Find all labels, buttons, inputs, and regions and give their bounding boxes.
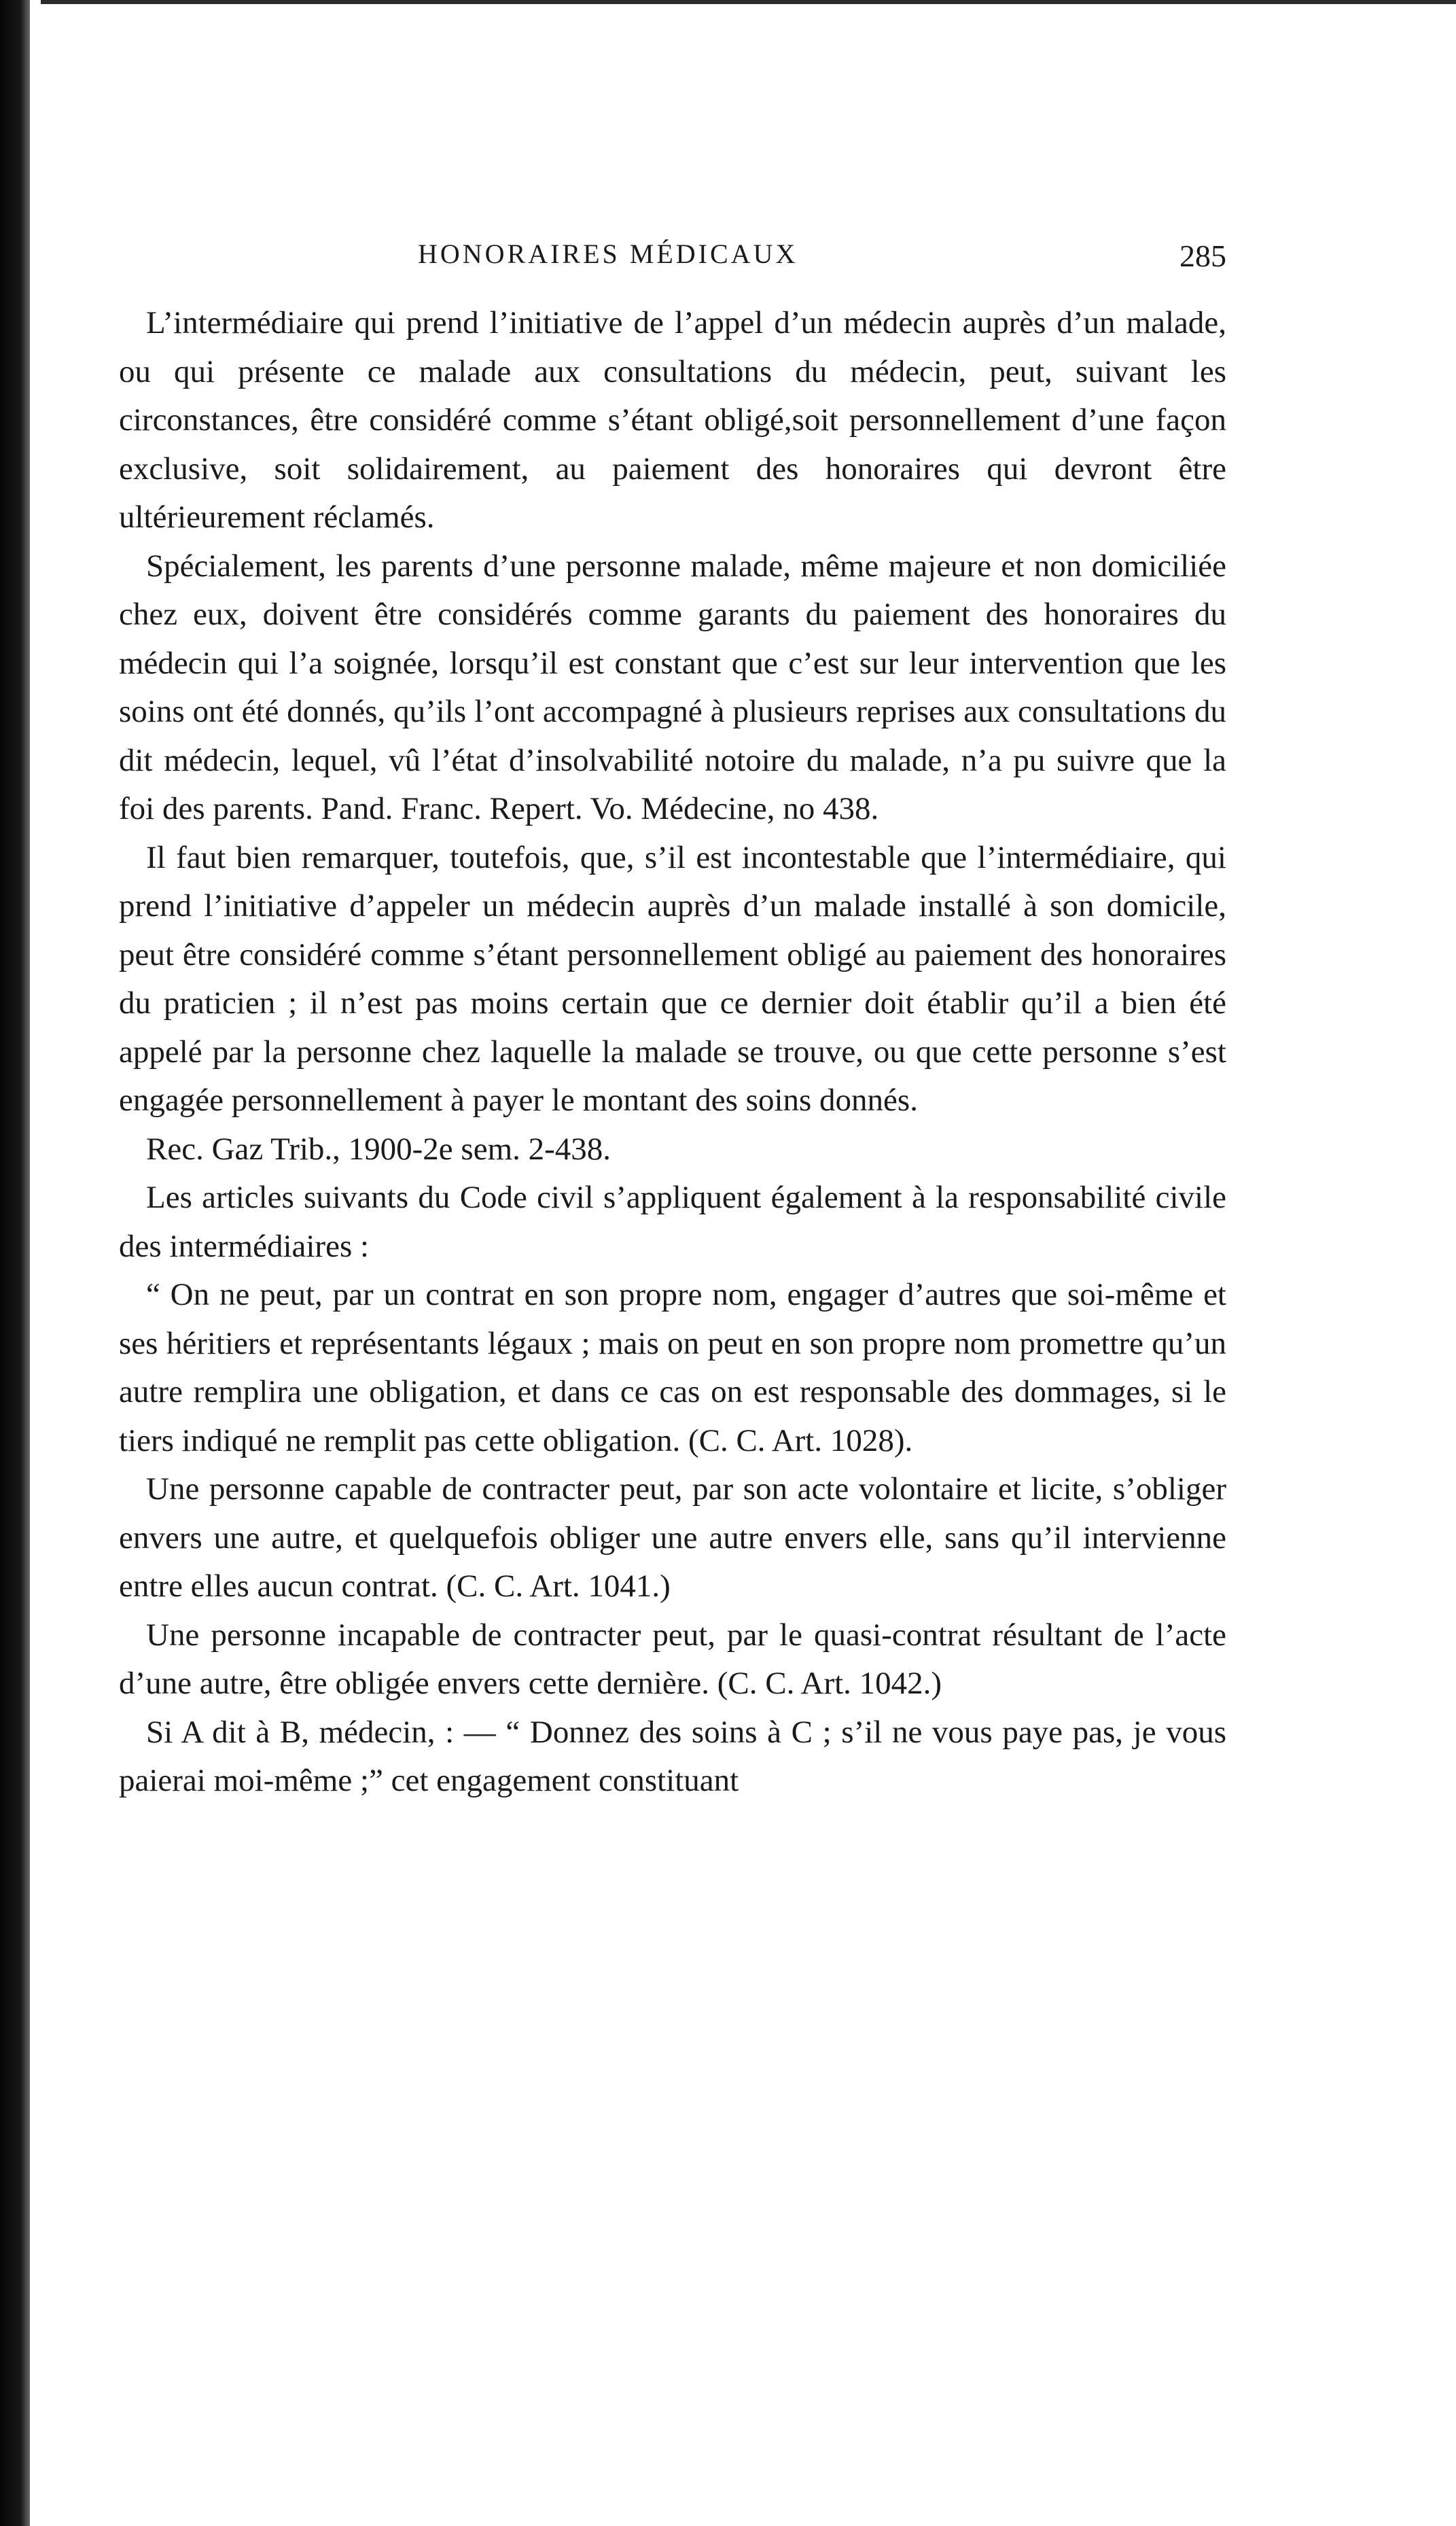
- page-number: 285: [1179, 239, 1226, 273]
- paragraph-specialement: Spécialement, les parents d’une personne malade, même majeure et non domiciliée chez eux, doivent être considérés comme garants du paiement des honoraires du médecin qui l’a soignée, lorsqu’il est constant que c’est sur leur intervention que les soins ont été donnés, qu’ils l’ont accompagné à plusieurs reprises aux consultations du dit médecin, lequel, vû l’état d’insolvabilité notoire du malade, n’a pu suivre que la foi des parents. Pand. Franc. Repert. Vo. Médecine, no 438.: [119, 548, 1226, 826]
- paragraph-art-1028: “ On ne peut, par un contrat en son propre nom, engager d’autres que soi-même et ses héritiers et représentants légaux ; mais on peut en son propre nom promettre qu’un autre remplira une obligation, et dans ce cas on est responsable des dommages, si le tiers indiqué ne remplit pas cette obligation. (C. C. Art. 1028).: [119, 1277, 1226, 1458]
- book-page: [119, 238, 1226, 1806]
- scan-edge-left: [0, 0, 30, 2526]
- page-header: [119, 238, 1226, 279]
- paragraph-art-1042: Une personne incapable de contracter peut, par le quasi-contrat résultant de l’acte d’une autre, être obligée envers cette dernière. (C. C. Art. 1042.): [119, 1617, 1226, 1701]
- body-text: [119, 299, 1226, 1806]
- paragraph-articles-code-civil: Les articles suivants du Code civil s’appliquent également à la responsabilité civile des intermédiaires :: [119, 1180, 1226, 1264]
- running-title: HONORAIRES MÉDICAUX: [418, 239, 798, 269]
- paragraph-intermediaire: L’intermédiaire qui prend l’initiative de l’appel d’un médecin auprès d’un malade, ou qui présente ce malade aux consultations du médecin, peut, suivant les circonstances, être considéré comme s’étant obligé,soit personnellement d’une façon exclusive, soit solidairement, au paiement des honoraires qui devront être ultérieurement réclamés.: [119, 305, 1226, 535]
- paragraph-il-faut: Il faut bien remarquer, toutefois, que, s’il est incontestable que l’intermédiaire, qui prend l’initiative d’appeler un médecin auprès d’un malade installé à son domicile, peut être considéré comme s’étant personnellement obligé au paiement des honoraires du praticien ; il n’est pas moins certain que ce dernier doit établir qu’il a bien été appelé par la personne chez laquelle la malade se trouve, ou que cette personne s’est engagée personnellement à payer le montant des soins donnés.: [119, 839, 1226, 1118]
- paragraph-si-a-dit: Si A dit à B, médecin, : — “ Donnez des soins à C ; s’il ne vous paye pas, je vous paierai moi-même ;” cet engagement constituant: [119, 1714, 1226, 1798]
- scan-edge-top: [41, 0, 1456, 4]
- paragraph-citation-gaz-trib: Rec. Gaz Trib., 1900-2e sem. 2-438.: [146, 1131, 611, 1167]
- paragraph-art-1041: Une personne capable de contracter peut, par son acte volontaire et licite, s’obliger envers une autre, et quelquefois obliger une autre envers elle, sans qu’il intervienne entre elles aucun contrat. (C. C. Art. 1041.): [119, 1471, 1226, 1604]
